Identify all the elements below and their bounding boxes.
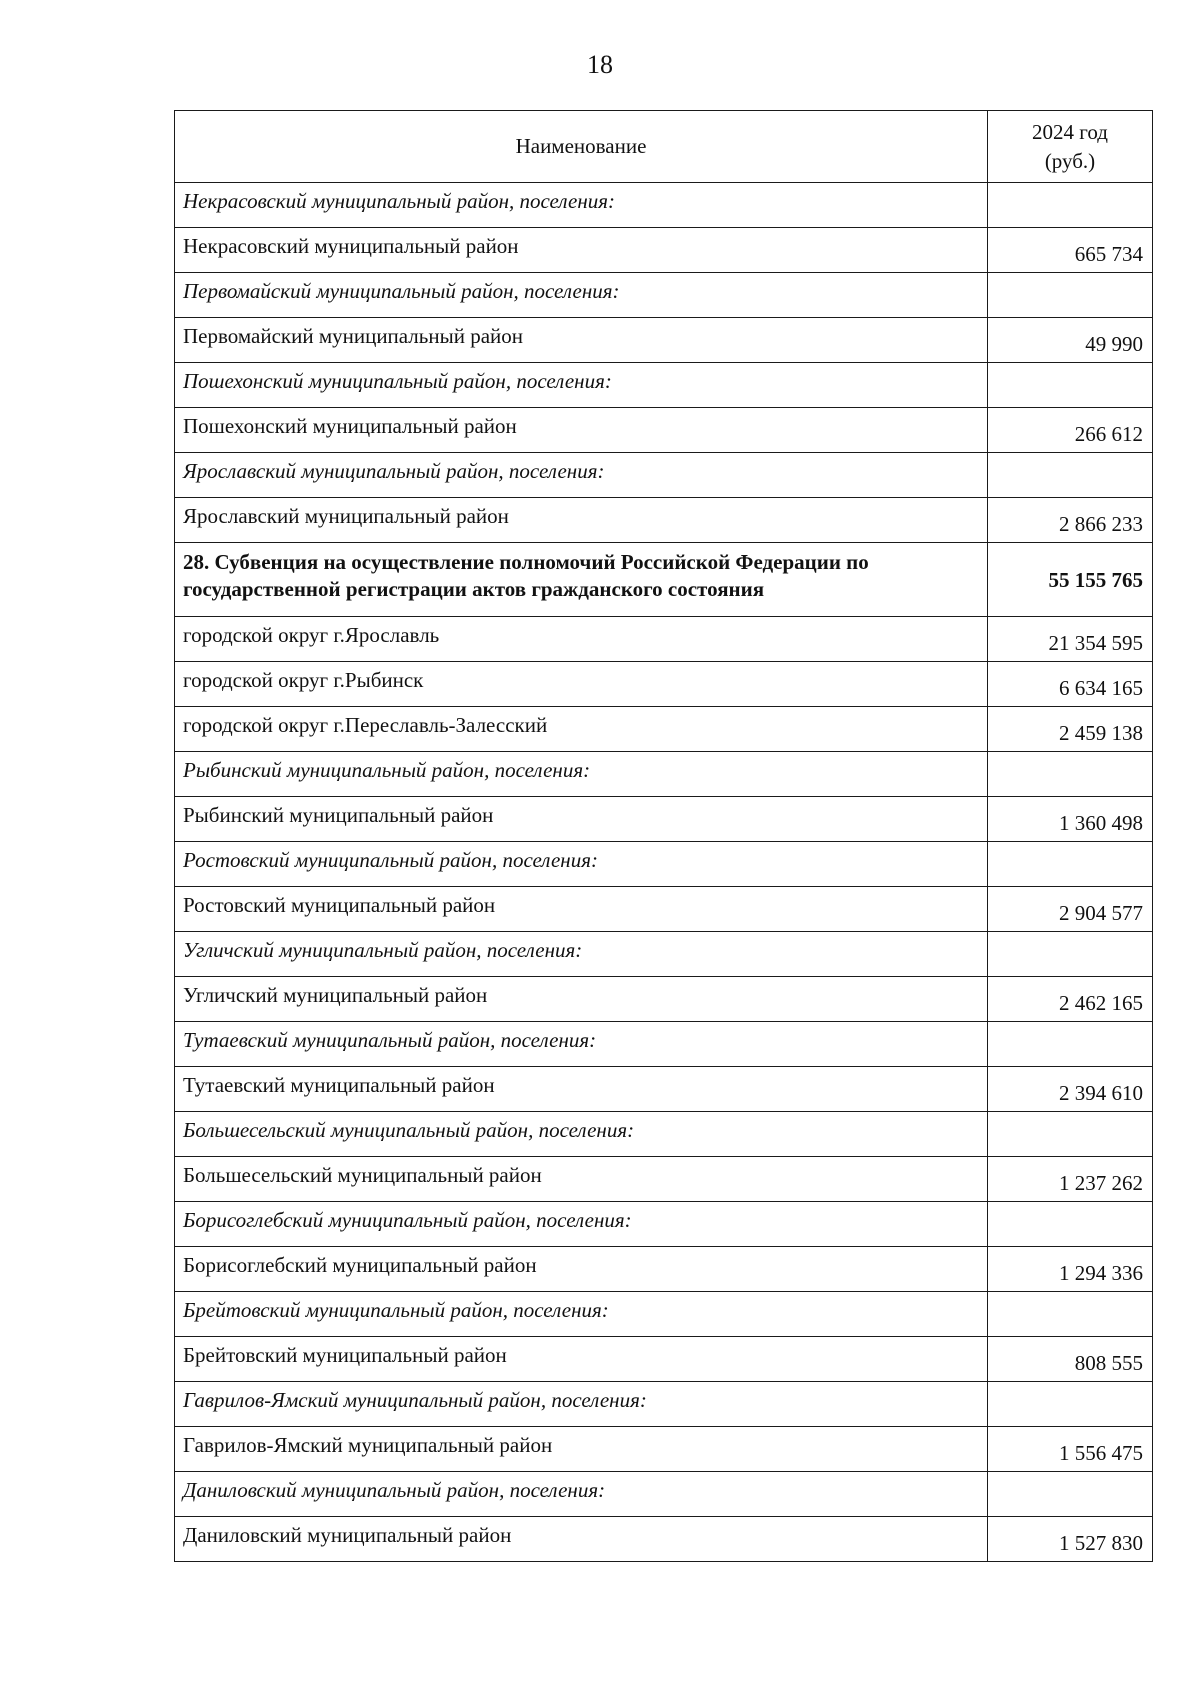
row-name-cell: Брейтовский муниципальный район, поселения:	[175, 1292, 988, 1337]
row-amount-cell: 1 527 830	[988, 1517, 1153, 1562]
group-header-row	[175, 183, 1153, 228]
table-row	[175, 1157, 1153, 1202]
row-name-cell: Даниловский муниципальный район, поселения:	[175, 1472, 988, 1517]
row-amount-cell: 2 394 610	[988, 1067, 1153, 1112]
header-amount	[988, 111, 1153, 183]
row-amount-cell	[988, 1472, 1153, 1517]
table-row	[175, 318, 1153, 363]
row-amount-cell: 49 990	[988, 318, 1153, 363]
group-header-row	[175, 842, 1153, 887]
row-amount-cell: 266 612	[988, 408, 1153, 453]
row-amount-cell: 665 734	[988, 228, 1153, 273]
row-amount-cell	[988, 752, 1153, 797]
row-name-cell: Большесельский муниципальный район	[175, 1157, 988, 1202]
group-header-row	[175, 363, 1153, 408]
row-name-cell: Некрасовский муниципальный район, поселения:	[175, 183, 988, 228]
group-header-row	[175, 1022, 1153, 1067]
header-amount-year: 2024 год	[1032, 119, 1108, 144]
row-amount-cell: 808 555	[988, 1337, 1153, 1382]
row-amount-cell	[988, 842, 1153, 887]
row-name-cell: Ярославский муниципальный район	[175, 498, 988, 543]
row-amount-cell: 1 360 498	[988, 797, 1153, 842]
table-row	[175, 1067, 1153, 1112]
row-amount-cell	[988, 453, 1153, 498]
group-header-row	[175, 1472, 1153, 1517]
row-amount-cell: 2 904 577	[988, 887, 1153, 932]
row-amount-cell	[988, 1022, 1153, 1067]
row-amount-cell: 6 634 165	[988, 662, 1153, 707]
row-amount-cell: 2 462 165	[988, 977, 1153, 1022]
group-header-row	[175, 1202, 1153, 1247]
row-amount-cell	[988, 273, 1153, 318]
row-name-cell: Рыбинский муниципальный район, поселения:	[175, 752, 988, 797]
row-amount-cell	[988, 363, 1153, 408]
row-name-cell: Тутаевский муниципальный район	[175, 1067, 988, 1112]
table-row	[175, 498, 1153, 543]
row-amount-cell: 21 354 595	[988, 617, 1153, 662]
table-row	[175, 707, 1153, 752]
row-name-cell: Первомайский муниципальный район, поселения:	[175, 273, 988, 318]
row-name-cell: Угличский муниципальный район, поселения:	[175, 932, 988, 977]
row-name-cell: городской округ г.Рыбинск	[175, 662, 988, 707]
row-amount-cell: 1 237 262	[988, 1157, 1153, 1202]
row-name-cell: Угличский муниципальный район	[175, 977, 988, 1022]
page-number: 18	[587, 50, 613, 79]
table-row	[175, 887, 1153, 932]
group-header-row	[175, 1292, 1153, 1337]
row-amount-cell: 1 294 336	[988, 1247, 1153, 1292]
table-row	[175, 1337, 1153, 1382]
table-row	[175, 1247, 1153, 1292]
row-name-cell: Брейтовский муниципальный район	[175, 1337, 988, 1382]
row-amount-cell: 2 866 233	[988, 498, 1153, 543]
row-amount-cell	[988, 1382, 1153, 1427]
row-amount-cell: 2 459 138	[988, 707, 1153, 752]
row-amount-cell	[988, 183, 1153, 228]
table-row	[175, 617, 1153, 662]
table-body	[175, 183, 1153, 1562]
group-header-row	[175, 1382, 1153, 1427]
section-total-row	[175, 543, 1153, 617]
row-name-cell: Даниловский муниципальный район	[175, 1517, 988, 1562]
table-row	[175, 662, 1153, 707]
header-name: Наименование	[175, 111, 988, 183]
row-name-cell: городской округ г.Ярославль	[175, 617, 988, 662]
row-name-cell: Некрасовский муниципальный район	[175, 228, 988, 273]
row-name-cell: 28. Субвенция на осуществление полномочий Российской Федерации по государственной регистрации актов гражданского состояния	[175, 543, 988, 617]
row-name-cell: Первомайский муниципальный район	[175, 318, 988, 363]
table-row	[175, 1427, 1153, 1472]
row-name-cell: Рыбинский муниципальный район	[175, 797, 988, 842]
row-name-cell: городской округ г.Переславль-Залесский	[175, 707, 988, 752]
row-name-cell: Большесельский муниципальный район, поселения:	[175, 1112, 988, 1157]
table-row	[175, 408, 1153, 453]
row-amount-cell	[988, 1112, 1153, 1157]
table-row	[175, 797, 1153, 842]
table-row	[175, 228, 1153, 273]
table-row	[175, 977, 1153, 1022]
group-header-row	[175, 752, 1153, 797]
row-name-cell: Гаврилов-Ямский муниципальный район, поселения:	[175, 1382, 988, 1427]
row-amount-cell: 55 155 765	[988, 543, 1153, 617]
table-row	[175, 1517, 1153, 1562]
row-name-cell: Ростовский муниципальный район, поселения:	[175, 842, 988, 887]
group-header-row	[175, 1112, 1153, 1157]
row-name-cell: Пошехонский муниципальный район, поселения:	[175, 363, 988, 408]
group-header-row	[175, 453, 1153, 498]
row-name-cell: Ярославский муниципальный район, поселения:	[175, 453, 988, 498]
row-name-cell: Гаврилов-Ямский муниципальный район	[175, 1427, 988, 1472]
group-header-row	[175, 932, 1153, 977]
row-amount-cell	[988, 1292, 1153, 1337]
row-amount-cell	[988, 1202, 1153, 1247]
group-header-row	[175, 273, 1153, 318]
row-name-cell: Борисоглебский муниципальный район	[175, 1247, 988, 1292]
row-name-cell: Борисоглебский муниципальный район, поселения:	[175, 1202, 988, 1247]
row-name-cell: Ростовский муниципальный район	[175, 887, 988, 932]
table-header-row	[175, 111, 1153, 183]
row-name-cell: Тутаевский муниципальный район, поселения:	[175, 1022, 988, 1067]
row-amount-cell	[988, 932, 1153, 977]
row-name-cell: Пошехонский муниципальный район	[175, 408, 988, 453]
subvention-table	[174, 110, 1153, 1562]
row-amount-cell: 1 556 475	[988, 1427, 1153, 1472]
header-amount-unit: (руб.)	[1044, 148, 1096, 173]
